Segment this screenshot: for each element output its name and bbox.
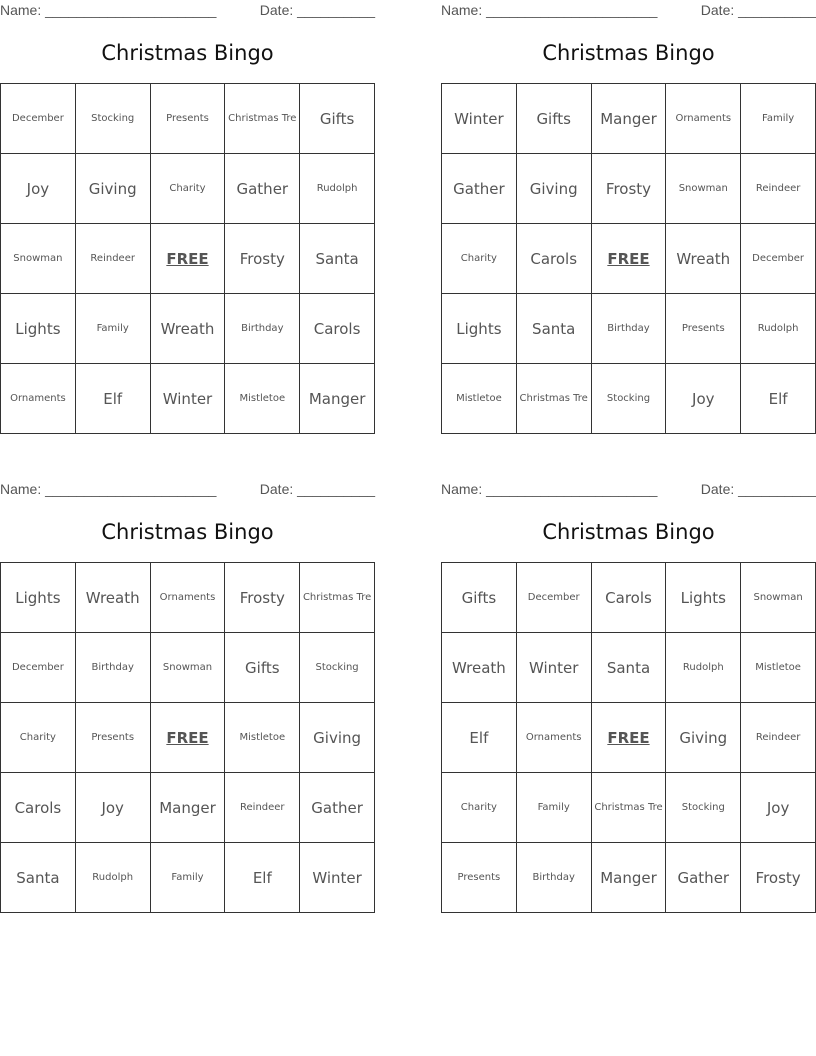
bingo-cell: Frosty [741, 843, 816, 913]
card-header [0, 479, 375, 501]
name-field: Name: ______________________ [441, 2, 658, 18]
bingo-cell: Elf [225, 843, 300, 913]
bingo-row [1, 563, 375, 633]
card-header [441, 0, 816, 22]
bingo-cell: Joy [666, 364, 741, 434]
bingo-card [0, 479, 375, 887]
bingo-row [1, 843, 375, 913]
bingo-cell: Lights [666, 563, 741, 633]
bingo-cell: Winter [300, 843, 375, 913]
free-space-cell: FREE [591, 703, 666, 773]
bingo-cell: Gifts [225, 633, 300, 703]
bingo-cell: Family [741, 84, 816, 154]
bingo-cell: Rudolph [300, 154, 375, 224]
bingo-cell: Rudolph [75, 843, 150, 913]
bingo-cell: Stocking [591, 364, 666, 434]
bingo-grid [0, 562, 375, 913]
bingo-row [442, 703, 816, 773]
bingo-cell: Rudolph [666, 633, 741, 703]
bingo-cell: Santa [1, 843, 76, 913]
name-field: Name: ______________________ [0, 2, 217, 18]
bingo-cell: Presents [150, 84, 225, 154]
bingo-cell: Joy [1, 154, 76, 224]
bingo-cell: Gifts [300, 84, 375, 154]
bingo-cell: Frosty [225, 224, 300, 294]
bingo-row [442, 294, 816, 364]
bingo-cell: December [741, 224, 816, 294]
bingo-cell: Presents [666, 294, 741, 364]
bingo-cell: Gifts [516, 84, 591, 154]
bingo-cell: Reindeer [225, 773, 300, 843]
bingo-cell: Birthday [516, 843, 591, 913]
bingo-row [442, 773, 816, 843]
card-header [0, 0, 375, 22]
bingo-cell: Lights [442, 294, 517, 364]
bingo-cell: Mistletoe [741, 633, 816, 703]
bingo-cell: Birthday [591, 294, 666, 364]
bingo-row [442, 633, 816, 703]
name-field: Name: ______________________ [0, 481, 217, 497]
bingo-cell: Wreath [150, 294, 225, 364]
date-field: Date: __________ [259, 2, 375, 18]
bingo-cell: Giving [516, 154, 591, 224]
bingo-cell: Family [516, 773, 591, 843]
bingo-cell: Stocking [75, 84, 150, 154]
bingo-cell: December [1, 633, 76, 703]
free-space-cell: FREE [150, 224, 225, 294]
bingo-cell: Charity [150, 154, 225, 224]
bingo-cell: Rudolph [741, 294, 816, 364]
bingo-cell: Snowman [666, 154, 741, 224]
bingo-cell: Snowman [741, 563, 816, 633]
bingo-grid [441, 83, 816, 434]
bingo-card [0, 0, 375, 408]
bingo-cell: Wreath [666, 224, 741, 294]
bingo-grid [441, 562, 816, 913]
bingo-cell: Ornaments [516, 703, 591, 773]
bingo-cell: Christmas Tre [591, 773, 666, 843]
bingo-cell: Ornaments [1, 364, 76, 434]
bingo-cell: Elf [741, 364, 816, 434]
bingo-cell: Gather [666, 843, 741, 913]
bingo-cell: Carols [300, 294, 375, 364]
bingo-card [441, 0, 816, 408]
date-field: Date: __________ [700, 2, 816, 18]
bingo-cell: Santa [300, 224, 375, 294]
bingo-cell: Mistletoe [225, 364, 300, 434]
bingo-cell: Family [75, 294, 150, 364]
bingo-row [442, 364, 816, 434]
bingo-cell: Wreath [442, 633, 517, 703]
bingo-row [442, 843, 816, 913]
bingo-cell: Joy [75, 773, 150, 843]
free-space-cell: FREE [591, 224, 666, 294]
date-field: Date: __________ [259, 481, 375, 497]
bingo-cell: Lights [1, 294, 76, 364]
card-title: Christmas Bingo [101, 41, 274, 65]
bingo-cell: Santa [591, 633, 666, 703]
bingo-cell: Manger [300, 364, 375, 434]
bingo-row [1, 633, 375, 703]
bingo-cell: Santa [516, 294, 591, 364]
bingo-cell: Carols [591, 563, 666, 633]
bingo-cell: Carols [1, 773, 76, 843]
bingo-grid [0, 83, 375, 434]
bingo-row [442, 84, 816, 154]
bingo-cell: Presents [75, 703, 150, 773]
bingo-cell: Ornaments [150, 563, 225, 633]
bingo-cell: Lights [1, 563, 76, 633]
bingo-cell: Mistletoe [225, 703, 300, 773]
card-header [441, 479, 816, 501]
bingo-row [442, 224, 816, 294]
bingo-cell: Carols [516, 224, 591, 294]
bingo-cell: Elf [75, 364, 150, 434]
bingo-cell: Charity [1, 703, 76, 773]
bingo-row [1, 224, 375, 294]
card-title: Christmas Bingo [542, 41, 715, 65]
bingo-cell: Frosty [591, 154, 666, 224]
bingo-cell: Charity [442, 224, 517, 294]
bingo-cell: Gather [442, 154, 517, 224]
bingo-cell: Gather [300, 773, 375, 843]
bingo-cell: Wreath [75, 563, 150, 633]
bingo-row [1, 294, 375, 364]
bingo-cell: Winter [442, 84, 517, 154]
bingo-row [1, 773, 375, 843]
card-title: Christmas Bingo [101, 520, 274, 544]
bingo-card [441, 479, 816, 887]
bingo-cell: Presents [442, 843, 517, 913]
bingo-cell: Mistletoe [442, 364, 517, 434]
bingo-cell: Snowman [1, 224, 76, 294]
card-title: Christmas Bingo [542, 520, 715, 544]
free-space-cell: FREE [150, 703, 225, 773]
bingo-row [442, 563, 816, 633]
bingo-cell: Reindeer [75, 224, 150, 294]
bingo-cell: Manger [591, 843, 666, 913]
date-field: Date: __________ [700, 481, 816, 497]
bingo-cell: Christmas Tre [516, 364, 591, 434]
bingo-cell: Reindeer [741, 703, 816, 773]
bingo-cell: Christmas Tre [225, 84, 300, 154]
bingo-cell: Reindeer [741, 154, 816, 224]
bingo-cell: Snowman [150, 633, 225, 703]
bingo-cell: Giving [75, 154, 150, 224]
bingo-cell: Charity [442, 773, 517, 843]
bingo-cell: Family [150, 843, 225, 913]
bingo-cell: Giving [666, 703, 741, 773]
bingo-cell: Gifts [442, 563, 517, 633]
bingo-row [1, 84, 375, 154]
name-field: Name: ______________________ [441, 481, 658, 497]
bingo-row [1, 364, 375, 434]
bingo-cell: December [516, 563, 591, 633]
bingo-cell: Birthday [75, 633, 150, 703]
bingo-cell: Stocking [666, 773, 741, 843]
bingo-cell: Joy [741, 773, 816, 843]
bingo-cell: Gather [225, 154, 300, 224]
bingo-cell: Frosty [225, 563, 300, 633]
bingo-cell: Manger [150, 773, 225, 843]
bingo-cell: Birthday [225, 294, 300, 364]
bingo-cell: Ornaments [666, 84, 741, 154]
bingo-cell: Christmas Tre [300, 563, 375, 633]
bingo-row [1, 154, 375, 224]
bingo-cell: Elf [442, 703, 517, 773]
bingo-cell: December [1, 84, 76, 154]
bingo-cell: Giving [300, 703, 375, 773]
bingo-cell: Winter [516, 633, 591, 703]
bingo-row [1, 703, 375, 773]
bingo-cell: Stocking [300, 633, 375, 703]
bingo-cell: Manger [591, 84, 666, 154]
bingo-cell: Winter [150, 364, 225, 434]
bingo-row [442, 154, 816, 224]
